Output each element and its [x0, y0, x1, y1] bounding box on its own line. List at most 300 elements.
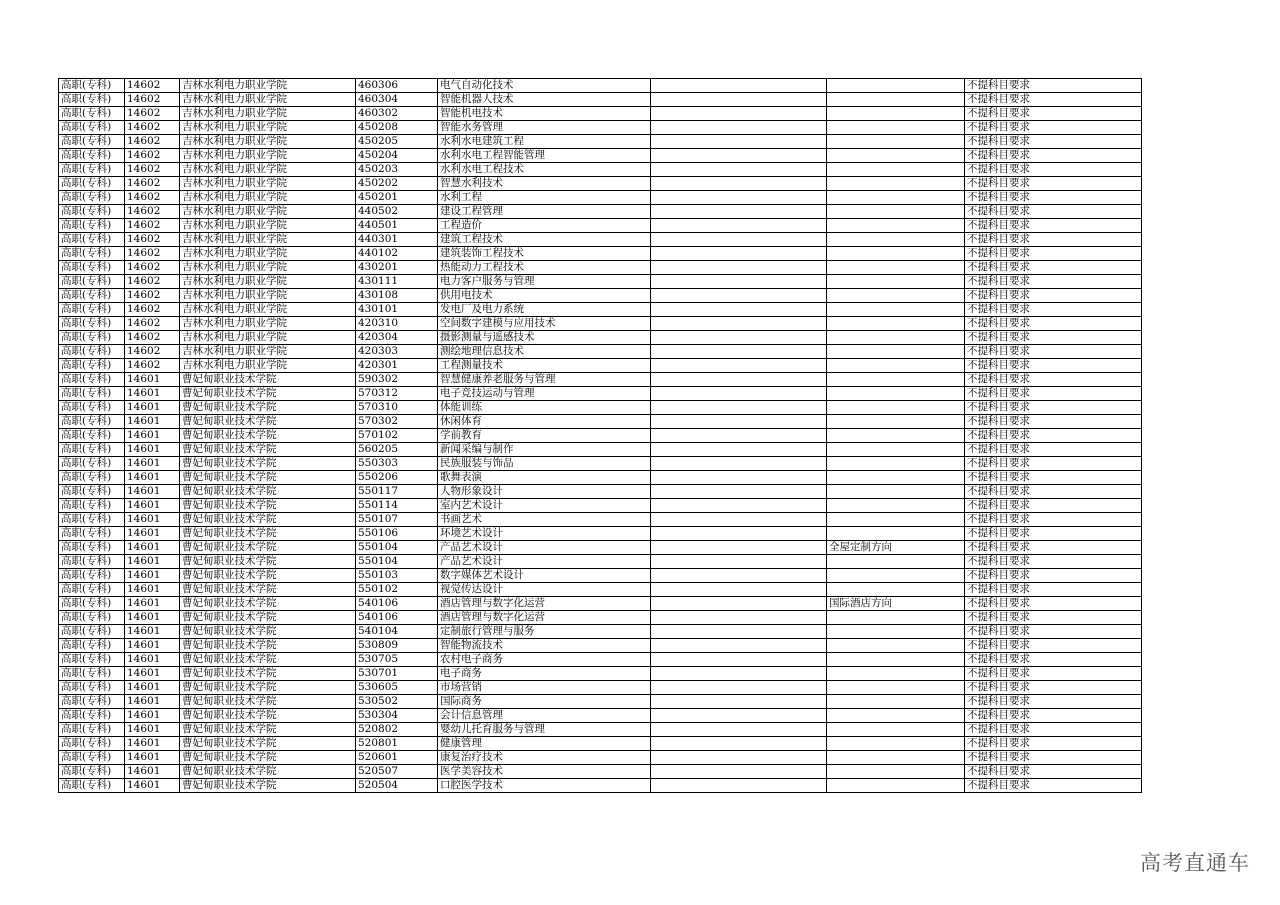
major-code-cell: 540104: [356, 625, 438, 639]
major-code-cell: 520802: [356, 723, 438, 737]
remark-cell: [651, 303, 827, 317]
remark-cell: [651, 709, 827, 723]
school-code-cell: 14601: [125, 387, 180, 401]
school-code-cell: 14601: [125, 695, 180, 709]
remark-cell: [651, 499, 827, 513]
school-code-cell: 14602: [125, 121, 180, 135]
major-name-cell: 康复治疗技术: [438, 751, 651, 765]
direction-cell: [827, 695, 965, 709]
major-name-cell: 民族服装与饰品: [438, 457, 651, 471]
school-name-cell: 吉林水利电力职业学院: [180, 205, 356, 219]
level-cell: 高职(专科): [59, 415, 125, 429]
level-cell: 高职(专科): [59, 107, 125, 121]
direction-cell: [827, 499, 965, 513]
school-code-cell: 14601: [125, 485, 180, 499]
subject-requirement-cell: 不提科目要求: [965, 429, 1142, 443]
level-cell: 高职(专科): [59, 751, 125, 765]
subject-requirement-cell: 不提科目要求: [965, 331, 1142, 345]
subject-requirement-cell: 不提科目要求: [965, 219, 1142, 233]
subject-requirement-cell: 不提科目要求: [965, 541, 1142, 555]
school-code-cell: 14601: [125, 779, 180, 793]
level-cell: 高职(专科): [59, 247, 125, 261]
direction-cell: [827, 359, 965, 373]
direction-cell: [827, 779, 965, 793]
school-name-cell: 曹妃甸职业技术学院: [180, 401, 356, 415]
subject-requirement-cell: 不提科目要求: [965, 149, 1142, 163]
direction-cell: [827, 429, 965, 443]
remark-cell: [651, 373, 827, 387]
direction-cell: [827, 205, 965, 219]
level-cell: 高职(专科): [59, 331, 125, 345]
school-code-cell: 14602: [125, 289, 180, 303]
direction-cell: [827, 331, 965, 345]
level-cell: 高职(专科): [59, 79, 125, 93]
table-row: [59, 261, 1142, 275]
remark-cell: [651, 345, 827, 359]
school-code-cell: 14601: [125, 765, 180, 779]
table-row: [59, 681, 1142, 695]
subject-requirement-cell: 不提科目要求: [965, 401, 1142, 415]
direction-cell: [827, 79, 965, 93]
school-code-cell: 14601: [125, 415, 180, 429]
level-cell: 高职(专科): [59, 457, 125, 471]
school-code-cell: 14601: [125, 457, 180, 471]
level-cell: 高职(专科): [59, 429, 125, 443]
subject-requirement-cell: 不提科目要求: [965, 135, 1142, 149]
level-cell: 高职(专科): [59, 737, 125, 751]
school-code-cell: 14601: [125, 723, 180, 737]
school-name-cell: 曹妃甸职业技术学院: [180, 583, 356, 597]
school-code-cell: 14602: [125, 261, 180, 275]
school-name-cell: 曹妃甸职业技术学院: [180, 611, 356, 625]
direction-cell: [827, 751, 965, 765]
table-row: [59, 387, 1142, 401]
school-code-cell: 14602: [125, 275, 180, 289]
school-code-cell: 14602: [125, 107, 180, 121]
table-row: [59, 723, 1142, 737]
level-cell: 高职(专科): [59, 555, 125, 569]
major-name-cell: 健康管理: [438, 737, 651, 751]
subject-requirement-cell: 不提科目要求: [965, 289, 1142, 303]
table-row: [59, 289, 1142, 303]
level-cell: 高职(专科): [59, 485, 125, 499]
remark-cell: [651, 485, 827, 499]
table-row: [59, 555, 1142, 569]
subject-requirement-cell: 不提科目要求: [965, 121, 1142, 135]
school-name-cell: 吉林水利电力职业学院: [180, 93, 356, 107]
school-code-cell: 14602: [125, 93, 180, 107]
level-cell: 高职(专科): [59, 303, 125, 317]
subject-requirement-cell: 不提科目要求: [965, 275, 1142, 289]
major-name-cell: 空间数字建模与应用技术: [438, 317, 651, 331]
remark-cell: [651, 191, 827, 205]
remark-cell: [651, 681, 827, 695]
direction-cell: 全屋定制方向: [827, 541, 965, 555]
remark-cell: [651, 261, 827, 275]
level-cell: 高职(专科): [59, 289, 125, 303]
direction-cell: [827, 177, 965, 191]
school-name-cell: 吉林水利电力职业学院: [180, 121, 356, 135]
major-name-cell: 婴幼儿托育服务与管理: [438, 723, 651, 737]
table-row: [59, 667, 1142, 681]
direction-cell: [827, 555, 965, 569]
table-row: [59, 583, 1142, 597]
major-code-cell: 440102: [356, 247, 438, 261]
major-name-cell: 产品艺术设计: [438, 555, 651, 569]
table-row: [59, 275, 1142, 289]
major-code-cell: 570312: [356, 387, 438, 401]
direction-cell: [827, 345, 965, 359]
major-code-cell: 420310: [356, 317, 438, 331]
table-row: [59, 779, 1142, 793]
school-code-cell: 14602: [125, 359, 180, 373]
major-name-cell: 人物形象设计: [438, 485, 651, 499]
school-name-cell: 曹妃甸职业技术学院: [180, 373, 356, 387]
school-name-cell: 曹妃甸职业技术学院: [180, 597, 356, 611]
subject-requirement-cell: 不提科目要求: [965, 373, 1142, 387]
level-cell: 高职(专科): [59, 93, 125, 107]
table-row: [59, 191, 1142, 205]
subject-requirement-cell: 不提科目要求: [965, 695, 1142, 709]
school-name-cell: 曹妃甸职业技术学院: [180, 639, 356, 653]
major-name-cell: 环境艺术设计: [438, 527, 651, 541]
school-name-cell: 吉林水利电力职业学院: [180, 191, 356, 205]
table-row: [59, 471, 1142, 485]
subject-requirement-cell: 不提科目要求: [965, 583, 1142, 597]
school-name-cell: 曹妃甸职业技术学院: [180, 499, 356, 513]
direction-cell: [827, 219, 965, 233]
direction-cell: [827, 625, 965, 639]
level-cell: 高职(专科): [59, 401, 125, 415]
remark-cell: [651, 471, 827, 485]
direction-cell: [827, 317, 965, 331]
school-name-cell: 曹妃甸职业技术学院: [180, 485, 356, 499]
major-code-cell: 450205: [356, 135, 438, 149]
level-cell: 高职(专科): [59, 219, 125, 233]
remark-cell: [651, 569, 827, 583]
direction-cell: [827, 247, 965, 261]
remark-cell: [651, 513, 827, 527]
subject-requirement-cell: 不提科目要求: [965, 653, 1142, 667]
school-code-cell: 14602: [125, 331, 180, 345]
school-name-cell: 曹妃甸职业技术学院: [180, 541, 356, 555]
table-row: [59, 331, 1142, 345]
school-code-cell: 14601: [125, 751, 180, 765]
school-name-cell: 曹妃甸职业技术学院: [180, 751, 356, 765]
table-row: [59, 527, 1142, 541]
table-row: [59, 737, 1142, 751]
school-name-cell: 曹妃甸职业技术学院: [180, 457, 356, 471]
remark-cell: [651, 625, 827, 639]
remark-cell: [651, 429, 827, 443]
school-name-cell: 曹妃甸职业技术学院: [180, 681, 356, 695]
major-code-cell: 450203: [356, 163, 438, 177]
level-cell: 高职(专科): [59, 639, 125, 653]
major-code-cell: 430108: [356, 289, 438, 303]
direction-cell: [827, 723, 965, 737]
level-cell: 高职(专科): [59, 667, 125, 681]
school-name-cell: 曹妃甸职业技术学院: [180, 569, 356, 583]
direction-cell: [827, 639, 965, 653]
level-cell: 高职(专科): [59, 527, 125, 541]
subject-requirement-cell: 不提科目要求: [965, 737, 1142, 751]
remark-cell: [651, 765, 827, 779]
remark-cell: [651, 667, 827, 681]
major-code-cell: 550114: [356, 499, 438, 513]
level-cell: 高职(专科): [59, 499, 125, 513]
subject-requirement-cell: 不提科目要求: [965, 485, 1142, 499]
direction-cell: [827, 737, 965, 751]
major-name-cell: 会计信息管理: [438, 709, 651, 723]
major-code-cell: 420304: [356, 331, 438, 345]
table-row: [59, 457, 1142, 471]
table-row: [59, 359, 1142, 373]
level-cell: 高职(专科): [59, 149, 125, 163]
major-name-cell: 摄影测量与遥感技术: [438, 331, 651, 345]
major-code-cell: 420301: [356, 359, 438, 373]
school-name-cell: 曹妃甸职业技术学院: [180, 765, 356, 779]
subject-requirement-cell: 不提科目要求: [965, 415, 1142, 429]
major-name-cell: 酒店管理与数字化运营: [438, 597, 651, 611]
school-name-cell: 吉林水利电力职业学院: [180, 359, 356, 373]
school-code-cell: 14601: [125, 555, 180, 569]
major-name-cell: 室内艺术设计: [438, 499, 651, 513]
subject-requirement-cell: 不提科目要求: [965, 597, 1142, 611]
major-name-cell: 智慧水利技术: [438, 177, 651, 191]
table-row: [59, 541, 1142, 555]
school-code-cell: 14601: [125, 667, 180, 681]
school-name-cell: 曹妃甸职业技术学院: [180, 513, 356, 527]
level-cell: 高职(专科): [59, 653, 125, 667]
major-name-cell: 数字媒体艺术设计: [438, 569, 651, 583]
major-code-cell: 460302: [356, 107, 438, 121]
direction-cell: [827, 765, 965, 779]
subject-requirement-cell: 不提科目要求: [965, 93, 1142, 107]
major-code-cell: 570310: [356, 401, 438, 415]
school-name-cell: 吉林水利电力职业学院: [180, 79, 356, 93]
school-name-cell: 吉林水利电力职业学院: [180, 219, 356, 233]
subject-requirement-cell: 不提科目要求: [965, 443, 1142, 457]
major-code-cell: 550107: [356, 513, 438, 527]
major-code-cell: 450201: [356, 191, 438, 205]
table-row: [59, 93, 1142, 107]
direction-cell: 国际酒店方向: [827, 597, 965, 611]
major-name-cell: 建筑装饰工程技术: [438, 247, 651, 261]
major-name-cell: 电子竞技运动与管理: [438, 387, 651, 401]
direction-cell: [827, 121, 965, 135]
remark-cell: [651, 737, 827, 751]
direction-cell: [827, 387, 965, 401]
subject-requirement-cell: 不提科目要求: [965, 317, 1142, 331]
major-name-cell: 电力客户服务与管理: [438, 275, 651, 289]
major-code-cell: 520504: [356, 779, 438, 793]
level-cell: 高职(专科): [59, 513, 125, 527]
school-name-cell: 曹妃甸职业技术学院: [180, 723, 356, 737]
major-name-cell: 电子商务: [438, 667, 651, 681]
major-name-cell: 农村电子商务: [438, 653, 651, 667]
level-cell: 高职(专科): [59, 121, 125, 135]
table-row: [59, 135, 1142, 149]
remark-cell: [651, 751, 827, 765]
level-cell: 高职(专科): [59, 779, 125, 793]
major-code-cell: 450204: [356, 149, 438, 163]
table-row: [59, 429, 1142, 443]
school-name-cell: 曹妃甸职业技术学院: [180, 555, 356, 569]
major-code-cell: 550206: [356, 471, 438, 485]
table-row: [59, 443, 1142, 457]
major-name-cell: 口腔医学技术: [438, 779, 651, 793]
major-name-cell: 产品艺术设计: [438, 541, 651, 555]
major-name-cell: 定制旅行管理与服务: [438, 625, 651, 639]
major-code-cell: 530809: [356, 639, 438, 653]
subject-requirement-cell: 不提科目要求: [965, 359, 1142, 373]
direction-cell: [827, 513, 965, 527]
major-code-cell: 550303: [356, 457, 438, 471]
school-code-cell: 14602: [125, 247, 180, 261]
school-code-cell: 14601: [125, 709, 180, 723]
major-name-cell: 水利水电工程智能管理: [438, 149, 651, 163]
school-code-cell: 14601: [125, 429, 180, 443]
level-cell: 高职(专科): [59, 583, 125, 597]
school-code-cell: 14601: [125, 373, 180, 387]
remark-cell: [651, 289, 827, 303]
direction-cell: [827, 303, 965, 317]
remark-cell: [651, 177, 827, 191]
major-name-cell: 测绘地理信息技术: [438, 345, 651, 359]
school-name-cell: 吉林水利电力职业学院: [180, 163, 356, 177]
school-code-cell: 14601: [125, 639, 180, 653]
level-cell: 高职(专科): [59, 597, 125, 611]
major-code-cell: 550104: [356, 541, 438, 555]
major-code-cell: 530605: [356, 681, 438, 695]
major-name-cell: 医学美容技术: [438, 765, 651, 779]
school-code-cell: 14602: [125, 317, 180, 331]
table-row: [59, 177, 1142, 191]
major-name-cell: 视觉传达设计: [438, 583, 651, 597]
level-cell: 高职(专科): [59, 191, 125, 205]
table-row: [59, 303, 1142, 317]
level-cell: 高职(专科): [59, 625, 125, 639]
level-cell: 高职(专科): [59, 765, 125, 779]
level-cell: 高职(专科): [59, 345, 125, 359]
table-row: [59, 765, 1142, 779]
subject-requirement-cell: 不提科目要求: [965, 107, 1142, 121]
subject-requirement-cell: 不提科目要求: [965, 387, 1142, 401]
subject-requirement-cell: 不提科目要求: [965, 639, 1142, 653]
school-name-cell: 曹妃甸职业技术学院: [180, 471, 356, 485]
subject-requirement-cell: 不提科目要求: [965, 471, 1142, 485]
school-name-cell: 曹妃甸职业技术学院: [180, 443, 356, 457]
level-cell: 高职(专科): [59, 177, 125, 191]
remark-cell: [651, 387, 827, 401]
direction-cell: [827, 611, 965, 625]
major-code-cell: 530304: [356, 709, 438, 723]
subject-requirement-cell: 不提科目要求: [965, 457, 1142, 471]
subject-requirement-cell: 不提科目要求: [965, 765, 1142, 779]
school-name-cell: 吉林水利电力职业学院: [180, 135, 356, 149]
table-row: [59, 499, 1142, 513]
subject-requirement-cell: 不提科目要求: [965, 723, 1142, 737]
remark-cell: [651, 541, 827, 555]
subject-requirement-cell: 不提科目要求: [965, 303, 1142, 317]
school-name-cell: 吉林水利电力职业学院: [180, 261, 356, 275]
remark-cell: [651, 401, 827, 415]
direction-cell: [827, 261, 965, 275]
school-name-cell: 吉林水利电力职业学院: [180, 275, 356, 289]
school-code-cell: 14601: [125, 653, 180, 667]
major-code-cell: 460304: [356, 93, 438, 107]
school-code-cell: 14601: [125, 443, 180, 457]
major-code-cell: 550102: [356, 583, 438, 597]
subject-requirement-cell: 不提科目要求: [965, 751, 1142, 765]
level-cell: 高职(专科): [59, 317, 125, 331]
subject-requirement-cell: 不提科目要求: [965, 79, 1142, 93]
major-name-cell: 智慧健康养老服务与管理: [438, 373, 651, 387]
remark-cell: [651, 219, 827, 233]
major-name-cell: 智能机器人技术: [438, 93, 651, 107]
major-code-cell: 420303: [356, 345, 438, 359]
level-cell: 高职(专科): [59, 135, 125, 149]
remark-cell: [651, 457, 827, 471]
table-row: [59, 205, 1142, 219]
major-name-cell: 工程测量技术: [438, 359, 651, 373]
level-cell: 高职(专科): [59, 541, 125, 555]
remark-cell: [651, 723, 827, 737]
school-code-cell: 14602: [125, 163, 180, 177]
major-name-cell: 歌舞表演: [438, 471, 651, 485]
major-code-cell: 520507: [356, 765, 438, 779]
table-row: [59, 317, 1142, 331]
direction-cell: [827, 583, 965, 597]
remark-cell: [651, 583, 827, 597]
school-code-cell: 14601: [125, 499, 180, 513]
school-name-cell: 曹妃甸职业技术学院: [180, 779, 356, 793]
enrollment-table: [58, 78, 1142, 793]
table-row: [59, 163, 1142, 177]
direction-cell: [827, 135, 965, 149]
major-code-cell: 560205: [356, 443, 438, 457]
level-cell: 高职(专科): [59, 359, 125, 373]
watermark-text: 高考直通车: [1140, 851, 1250, 875]
table-row: [59, 107, 1142, 121]
remark-cell: [651, 555, 827, 569]
major-code-cell: 530502: [356, 695, 438, 709]
level-cell: 高职(专科): [59, 373, 125, 387]
major-name-cell: 智能物流技术: [438, 639, 651, 653]
major-code-cell: 440502: [356, 205, 438, 219]
remark-cell: [651, 275, 827, 289]
direction-cell: [827, 233, 965, 247]
table-row: [59, 569, 1142, 583]
major-code-cell: 530705: [356, 653, 438, 667]
major-code-cell: 550104: [356, 555, 438, 569]
major-name-cell: 书画艺术: [438, 513, 651, 527]
subject-requirement-cell: 不提科目要求: [965, 345, 1142, 359]
school-code-cell: 14602: [125, 149, 180, 163]
level-cell: 高职(专科): [59, 471, 125, 485]
direction-cell: [827, 93, 965, 107]
direction-cell: [827, 709, 965, 723]
table-row: [59, 219, 1142, 233]
school-code-cell: 14601: [125, 471, 180, 485]
school-code-cell: 14601: [125, 611, 180, 625]
direction-cell: [827, 471, 965, 485]
direction-cell: [827, 569, 965, 583]
direction-cell: [827, 457, 965, 471]
remark-cell: [651, 121, 827, 135]
major-code-cell: 450202: [356, 177, 438, 191]
school-code-cell: 14601: [125, 625, 180, 639]
